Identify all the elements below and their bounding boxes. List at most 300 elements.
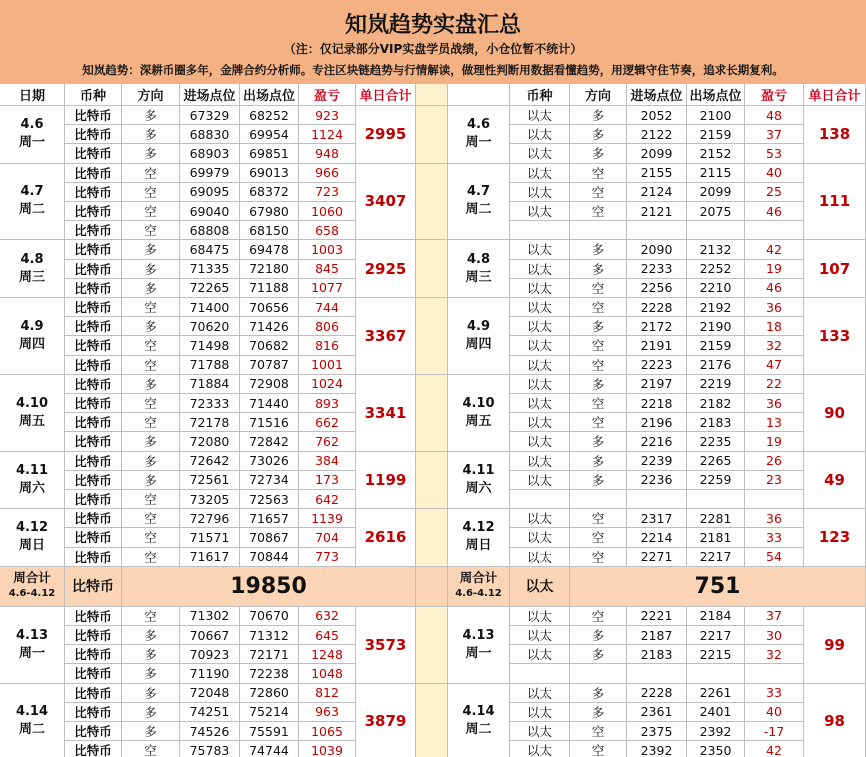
btc-trade-cell: 74251 [180,703,240,722]
eth-trade-cell: 2172 [627,317,687,336]
eth-pl-cell: 22 [745,375,804,394]
btc-trade-cell: 72563 [240,490,299,509]
btc-pl-cell: 963 [299,703,356,722]
eth-coin-cell: 以太 [510,298,570,317]
eth-trade-cell: 2192 [687,298,745,317]
day-date: 4.7 [466,184,491,200]
day-weekday: 周一 [18,645,45,661]
eth-trade-cell: 2235 [687,432,745,451]
day-date: 4.14 [462,704,495,720]
eth-trade-cell: 空 [570,279,627,298]
eth-coin-cell: 以太 [510,509,570,528]
eth-pl-cell: 18 [745,317,804,336]
date-cell-right [448,240,510,298]
eth-pl-cell: 54 [745,548,804,567]
btc-trade-cell: 多 [122,260,180,279]
day-date: 4.7 [20,184,44,200]
eth-coin-cell: 以太 [510,279,570,298]
spacer-column [416,298,448,375]
spacer-column [416,607,448,684]
btc-trade-cell: 72642 [180,452,240,471]
date-cell [0,106,65,164]
date-cell-right [448,106,510,164]
header-cell: 日期 [0,84,65,106]
btc-trade-cell: 70656 [240,298,299,317]
btc-pl-cell: 1065 [299,722,356,741]
eth-trade-cell [687,664,745,683]
day-date: 4.12 [15,520,49,536]
eth-coin-cell: 以太 [510,645,570,664]
eth-pl-cell: 42 [745,240,804,259]
btc-pl-cell: 704 [299,528,356,547]
eth-pl-cell: 40 [745,164,804,183]
btc-trade-cell: 空 [122,528,180,547]
btc-trade-cell: 72180 [240,260,299,279]
btc-trade-cell: 72171 [240,645,299,664]
eth-trade-cell [627,664,687,683]
btc-trade-cell: 69478 [240,240,299,259]
btc-coin-cell: 比特币 [65,375,122,394]
week-label-text: 周合计 [13,570,51,586]
week-btc-total: 19850 [122,567,416,607]
btc-trade-cell: 71498 [180,336,240,355]
eth-trade-cell: 空 [570,741,627,757]
week-label [0,567,65,607]
eth-trade-cell: 2210 [687,279,745,298]
btc-trade-cell: 69095 [180,183,240,202]
eth-pl-cell: 37 [745,607,804,626]
btc-trade-cell: 72265 [180,279,240,298]
btc-pl-cell: 1048 [299,664,356,683]
btc-trade-cell: 多 [122,471,180,490]
eth-coin-cell: 以太 [510,125,570,144]
day-weekday: 周二 [18,722,45,738]
day-weekday: 周二 [18,202,45,218]
btc-trade-cell: 多 [122,317,180,336]
week-eth-total: 751 [570,567,866,607]
eth-pl-cell: 47 [745,356,804,375]
eth-trade-cell: 多 [570,645,627,664]
btc-day-total: 2616 [356,509,416,567]
btc-trade-cell: 68252 [240,106,299,125]
eth-day-total: 107 [804,240,866,298]
eth-trade-cell: 2219 [687,375,745,394]
eth-trade-cell: 2099 [627,144,687,163]
eth-trade-cell: 2252 [687,260,745,279]
btc-trade-cell: 空 [122,164,180,183]
btc-pl-cell: 966 [299,164,356,183]
eth-trade-cell: 2259 [687,471,745,490]
eth-trade-cell: 2223 [627,356,687,375]
eth-pl-cell: -17 [745,722,804,741]
eth-trade-cell: 2184 [687,607,745,626]
eth-pl-cell: 46 [745,202,804,221]
eth-day-total: 133 [804,298,866,375]
btc-coin-cell: 比特币 [65,240,122,259]
day-date: 4.10 [15,395,49,411]
eth-trade-cell: 2271 [627,548,687,567]
eth-trade-cell: 2191 [627,336,687,355]
btc-trade-cell: 68150 [240,221,299,240]
btc-trade-cell: 71788 [180,356,240,375]
header-cell: 盈亏 [299,84,356,106]
week-range: 4.6-4.12 [455,588,502,600]
date-cell [0,375,65,452]
eth-trade-cell: 2183 [687,413,745,432]
day-weekday: 周五 [18,413,45,429]
btc-pl-cell: 744 [299,298,356,317]
eth-trade-cell: 2401 [687,703,745,722]
eth-trade-cell: 2221 [627,607,687,626]
btc-trade-cell: 72178 [180,413,240,432]
btc-coin-cell: 比特币 [65,298,122,317]
day-date: 4.6 [466,117,491,133]
day-date: 4.8 [466,251,491,267]
eth-trade-cell: 空 [570,183,627,202]
eth-trade-cell: 多 [570,684,627,703]
btc-pl-cell: 1124 [299,125,356,144]
day-date: 4.11 [15,462,49,478]
spacer-column [416,452,448,510]
eth-trade-cell: 2181 [687,528,745,547]
week-eth-coin: 以太 [510,567,570,607]
btc-trade-cell: 空 [122,607,180,626]
eth-trade-cell: 多 [570,317,627,336]
eth-coin-cell: 以太 [510,375,570,394]
btc-coin-cell: 比特币 [65,413,122,432]
eth-pl-cell: 19 [745,260,804,279]
eth-trade-cell: 2155 [627,164,687,183]
eth-trade-cell: 2256 [627,279,687,298]
spacer-column [416,684,448,757]
btc-coin-cell: 比特币 [65,452,122,471]
eth-trade-cell: 2217 [687,548,745,567]
btc-trade-cell: 70620 [180,317,240,336]
btc-pl-cell: 1003 [299,240,356,259]
eth-coin-cell: 以太 [510,394,570,413]
date-cell-right [448,164,510,241]
eth-trade-cell: 2392 [627,741,687,757]
btc-trade-cell: 71188 [240,279,299,298]
btc-trade-cell: 71400 [180,298,240,317]
eth-coin-cell: 以太 [510,260,570,279]
eth-trade-cell: 空 [570,298,627,317]
date-cell [0,607,65,684]
eth-trade-cell: 2115 [687,164,745,183]
btc-trade-cell: 75591 [240,722,299,741]
sheet-note: （注：仅记录部分VIP实盘学员战绩，小仓位暂不统计） [283,42,583,56]
eth-day-total: 99 [804,607,866,684]
btc-trade-cell: 多 [122,375,180,394]
btc-trade-cell: 71516 [240,413,299,432]
eth-coin-cell: 以太 [510,413,570,432]
eth-trade-cell [687,221,745,240]
eth-trade-cell: 空 [570,607,627,626]
eth-coin-cell: 以太 [510,317,570,336]
btc-coin-cell: 比特币 [65,626,122,645]
btc-trade-cell: 75783 [180,741,240,757]
btc-trade-cell: 75214 [240,703,299,722]
btc-coin-cell: 比特币 [65,703,122,722]
btc-trade-cell: 69954 [240,125,299,144]
btc-coin-cell: 比特币 [65,490,122,509]
btc-trade-cell: 67329 [180,106,240,125]
day-weekday: 周日 [465,538,492,554]
eth-coin-cell: 以太 [510,202,570,221]
eth-day-total: 111 [804,164,866,241]
sheet-title: 知岚趋势实盘汇总 [344,13,521,38]
btc-day-total: 1199 [356,452,416,510]
eth-pl-cell: 33 [745,528,804,547]
btc-trade-cell: 72842 [240,432,299,451]
btc-pl-cell: 773 [299,548,356,567]
eth-coin-cell: 以太 [510,183,570,202]
eth-trade-cell: 空 [570,528,627,547]
day-date: 4.9 [20,318,44,334]
day-date: 4.12 [462,520,495,536]
btc-trade-cell: 70844 [240,548,299,567]
eth-coin-cell: 以太 [510,356,570,375]
eth-trade-cell: 空 [570,356,627,375]
btc-trade-cell: 空 [122,413,180,432]
eth-trade-cell: 2132 [687,240,745,259]
btc-trade-cell: 多 [122,626,180,645]
day-date: 4.10 [462,395,495,411]
spacer-column [416,240,448,298]
btc-trade-cell: 72080 [180,432,240,451]
btc-trade-cell: 空 [122,548,180,567]
eth-trade-cell: 空 [570,548,627,567]
btc-trade-cell: 空 [122,741,180,757]
spacer-column [416,164,448,241]
eth-pl-cell: 25 [745,183,804,202]
day-weekday: 周五 [465,413,492,429]
header-cell: 单日合计 [804,84,866,106]
eth-trade-cell: 空 [570,394,627,413]
eth-trade-cell: 2392 [687,722,745,741]
btc-trade-cell: 多 [122,722,180,741]
week-btc-coin: 比特币 [65,567,122,607]
btc-pl-cell: 806 [299,317,356,336]
btc-trade-cell: 73026 [240,452,299,471]
eth-trade-cell: 2197 [627,375,687,394]
day-date: 4.6 [20,117,44,133]
date-cell [0,164,65,241]
header-cell: 单日合计 [356,84,416,106]
week-spacer [416,567,448,607]
eth-pl-cell: 32 [745,645,804,664]
eth-coin-cell: 以太 [510,432,570,451]
btc-coin-cell: 比特币 [65,645,122,664]
btc-trade-cell: 72734 [240,471,299,490]
eth-trade-cell: 空 [570,509,627,528]
eth-pl-cell: 42 [745,741,804,757]
day-weekday: 周四 [18,336,45,352]
btc-coin-cell: 比特币 [65,509,122,528]
eth-trade-cell [570,221,627,240]
eth-trade-cell: 2159 [687,125,745,144]
btc-coin-cell: 比特币 [65,279,122,298]
btc-trade-cell: 空 [122,221,180,240]
btc-pl-cell: 384 [299,452,356,471]
eth-coin-cell: 以太 [510,144,570,163]
btc-trade-cell: 空 [122,490,180,509]
eth-trade-cell: 2281 [687,509,745,528]
btc-coin-cell: 比特币 [65,164,122,183]
day-weekday: 周一 [18,135,45,151]
btc-day-total: 3573 [356,607,416,684]
eth-coin-cell: 以太 [510,528,570,547]
eth-trade-cell: 空 [570,164,627,183]
btc-coin-cell: 比特币 [65,432,122,451]
eth-trade-cell: 2228 [627,298,687,317]
header-cell: 方向 [122,84,180,106]
date-cell-right [448,452,510,510]
btc-trade-cell: 72333 [180,394,240,413]
btc-trade-cell: 71571 [180,528,240,547]
eth-pl-cell [745,664,804,683]
btc-trade-cell: 空 [122,183,180,202]
day-date: 4.9 [466,318,491,334]
eth-trade-cell: 多 [570,125,627,144]
btc-coin-cell: 比特币 [65,528,122,547]
btc-trade-cell: 72908 [240,375,299,394]
btc-coin-cell: 比特币 [65,183,122,202]
eth-coin-cell: 以太 [510,607,570,626]
eth-trade-cell: 2100 [687,106,745,125]
eth-trade-cell: 2239 [627,452,687,471]
header-cell: 方向 [570,84,627,106]
day-weekday: 周六 [18,480,45,496]
btc-coin-cell: 比特币 [65,722,122,741]
btc-trade-cell: 多 [122,432,180,451]
eth-day-total: 123 [804,509,866,567]
btc-trade-cell: 72796 [180,509,240,528]
btc-trade-cell: 70682 [240,336,299,355]
eth-pl-cell: 19 [745,432,804,451]
eth-trade-cell: 多 [570,703,627,722]
eth-trade-cell: 2214 [627,528,687,547]
btc-trade-cell: 多 [122,684,180,703]
header-spacer [416,84,448,106]
week-label-text: 周合计 [459,570,498,586]
eth-trade-cell: 2196 [627,413,687,432]
eth-trade-cell [627,490,687,509]
eth-trade-cell: 空 [570,202,627,221]
eth-pl-cell: 13 [745,413,804,432]
eth-pl-cell [745,490,804,509]
eth-trade-cell: 多 [570,471,627,490]
btc-trade-cell: 多 [122,452,180,471]
eth-trade-cell: 多 [570,106,627,125]
date-cell [0,298,65,375]
eth-trade-cell: 多 [570,375,627,394]
eth-pl-cell: 32 [745,336,804,355]
eth-coin-cell: 以太 [510,684,570,703]
eth-trade-cell: 2236 [627,471,687,490]
day-weekday: 周二 [465,202,492,218]
eth-coin-cell: 以太 [510,336,570,355]
btc-pl-cell: 1039 [299,741,356,757]
btc-day-total: 3367 [356,298,416,375]
eth-coin-cell: 以太 [510,106,570,125]
eth-trade-cell: 2122 [627,125,687,144]
eth-trade-cell: 多 [570,144,627,163]
btc-trade-cell: 69979 [180,164,240,183]
header-cell: 币种 [65,84,122,106]
btc-trade-cell: 71617 [180,548,240,567]
date-cell-right [448,298,510,375]
eth-coin-cell: 以太 [510,548,570,567]
eth-coin-cell [510,490,570,509]
btc-coin-cell: 比特币 [65,260,122,279]
eth-day-total: 49 [804,452,866,510]
btc-trade-cell: 空 [122,336,180,355]
btc-trade-cell: 68903 [180,144,240,163]
btc-trade-cell: 71190 [180,664,240,683]
btc-day-total: 2925 [356,240,416,298]
btc-trade-cell: 空 [122,298,180,317]
btc-coin-cell: 比特币 [65,548,122,567]
btc-trade-cell: 多 [122,664,180,683]
day-date: 4.13 [462,627,495,643]
btc-pl-cell: 812 [299,684,356,703]
day-weekday: 周四 [465,336,492,352]
eth-trade-cell: 2317 [627,509,687,528]
eth-trade-cell: 2233 [627,260,687,279]
eth-trade-cell: 多 [570,260,627,279]
btc-coin-cell: 比特币 [65,317,122,336]
btc-pl-cell: 632 [299,607,356,626]
spacer-column [416,106,448,164]
eth-pl-cell: 48 [745,106,804,125]
btc-day-total: 2995 [356,106,416,164]
spacer-column [416,375,448,452]
eth-trade-cell: 2217 [687,626,745,645]
eth-day-total: 138 [804,106,866,164]
btc-coin-cell: 比特币 [65,221,122,240]
eth-trade-cell: 2124 [627,183,687,202]
day-weekday: 周六 [465,480,492,496]
eth-trade-cell: 2183 [627,645,687,664]
day-date: 4.11 [462,462,495,478]
btc-pl-cell: 1024 [299,375,356,394]
btc-pl-cell: 762 [299,432,356,451]
header-cell: 进场点位 [627,84,687,106]
header-cell: 出场点位 [687,84,745,106]
btc-pl-cell: 923 [299,106,356,125]
eth-pl-cell: 36 [745,509,804,528]
date-cell-right [448,509,510,567]
eth-pl-cell: 40 [745,703,804,722]
btc-pl-cell: 1060 [299,202,356,221]
date-cell-right [448,607,510,684]
eth-pl-cell: 23 [745,471,804,490]
eth-coin-cell: 以太 [510,703,570,722]
header-cell: 进场点位 [180,84,240,106]
btc-trade-cell: 空 [122,394,180,413]
btc-trade-cell: 71312 [240,626,299,645]
btc-day-total: 3407 [356,164,416,241]
eth-trade-cell: 2159 [687,336,745,355]
header-blank [448,84,510,106]
btc-coin-cell: 比特币 [65,125,122,144]
btc-trade-cell: 73205 [180,490,240,509]
eth-trade-cell: 2261 [687,684,745,703]
header-cell: 出场点位 [240,84,299,106]
eth-pl-cell [745,221,804,240]
btc-coin-cell: 比特币 [65,471,122,490]
